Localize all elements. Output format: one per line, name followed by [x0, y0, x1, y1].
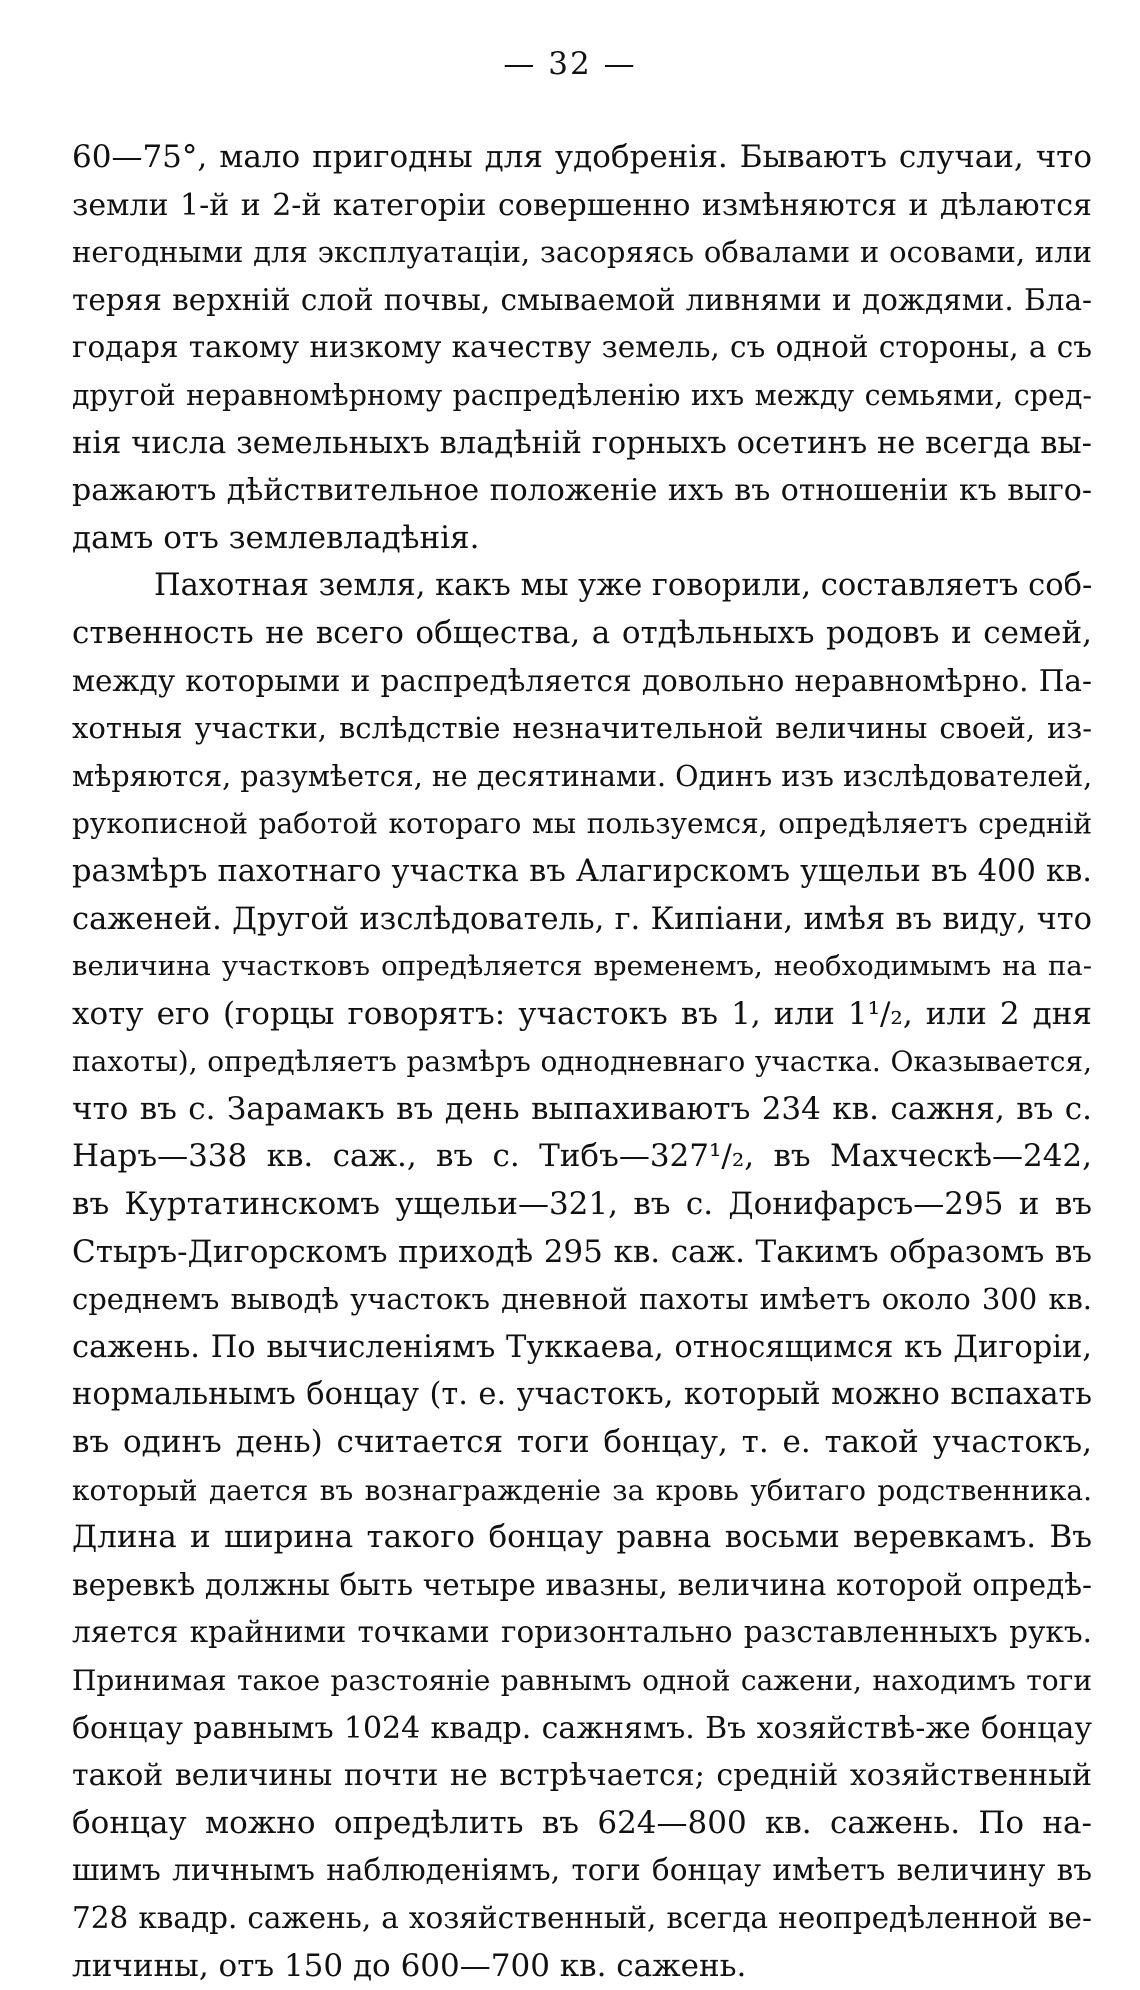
- paragraph-1: [72, 134, 1092, 562]
- text-line: Пахотная земля, какъ мы уже говорили, составляетъ соб-: [154, 568, 1093, 604]
- text-line: среднемъ выводѣ участокъ дневной пахоты имѣетъ около 300 кв.: [72, 1282, 1092, 1317]
- text-line: шимъ личнымъ наблюденіямъ, тоги бонцау имѣетъ величину въ: [72, 1853, 1092, 1888]
- text-line: размѣръ пахотнаго участка въ Алагирскомъ ущельи въ 400 кв.: [72, 853, 1092, 889]
- text-line: величина участковъ опредѣляется временемъ, необходимымъ на па-: [72, 950, 1092, 983]
- text-line: рукописной работой котораго мы пользуемся, опредѣляетъ средній: [72, 807, 1092, 841]
- text-line: Наръ—338 кв. саж., въ с. Тибъ—327¹/₂, въ Махческѣ—242,: [72, 1138, 1092, 1175]
- text-line: пахоты), опредѣляетъ размѣръ однодневнаго участка. Оказывается,: [72, 1045, 1092, 1079]
- text-line: ляется крайними точками горизонтально разставленныхъ рукъ.: [72, 1615, 1092, 1650]
- text-line: между которыми и распредѣляется довольно неравномѣрно. Па-: [72, 663, 1092, 698]
- text-line: въ одинъ день) считается тоги бонцау, т. е. такой участокъ,: [72, 1424, 1092, 1461]
- text-line: 728 квадр. сажень, а хозяйственный, всегда неопредѣленной ве-: [72, 1900, 1092, 1935]
- text-line: 60—75°, мало пригодны для удобренія. Бываютъ случаи, что: [72, 139, 1092, 175]
- text-line: теряя верхній слой почвы, смываемой ливнями и дождями. Бла-: [72, 282, 1092, 317]
- text-line: такой величины почти не встрѣчается; средній хозяйственный: [72, 1758, 1092, 1794]
- paragraph-2: [72, 562, 1092, 1990]
- text-line: дамъ отъ землевладѣнія.: [72, 519, 480, 556]
- text-line: сажень. По вычисленіямъ Туккаева, относящимся къ Дигоріи,: [72, 1329, 1092, 1365]
- text-line: Принимая такое разстояніе равнымъ одной сажени, находимъ тоги: [72, 1664, 1092, 1697]
- text-line: другой неравномѣрному распредѣленію ихъ между семьями, сред-: [72, 378, 1092, 412]
- text-line: ражаютъ дѣйствительное положеніе ихъ въ отношеніи къ выго-: [72, 473, 1092, 509]
- text-line: земли 1-й и 2-й категоріи совершенно измѣняются и дѣлаются: [72, 187, 1092, 223]
- text-line: который дается въ вознагражденіе за кровь убитаго родственника.: [72, 1473, 1092, 1507]
- text-line: ственность не всего общества, а отдѣльныхъ родовъ и семей,: [72, 614, 1092, 651]
- text-line: Длина и ширина такого бонцау равна восьми веревкамъ. Въ: [72, 1519, 1092, 1556]
- text-line: годаря такому низкому качеству земель, съ одной стороны, а съ: [72, 330, 1092, 365]
- text-line: хоту его (горцы говорятъ: участокъ въ 1, или 1¹/₂, или 2 дня: [72, 995, 1092, 1032]
- text-line: негодными для эксплуатаціи, засоряясь обвалами и осовами, или: [72, 235, 1092, 270]
- text-line: нія числа земельныхъ владѣній горныхъ осетинъ не всегда вы-: [72, 425, 1092, 461]
- text-line: саженей. Другой изслѣдователь, г. Кипіани, имѣя въ виду, что: [72, 901, 1092, 937]
- text-line: нормальнымъ бонцау (т. е. участокъ, который можно вспахать: [72, 1377, 1092, 1413]
- text-line: бонцау равнымъ 1024 квадр. сажнямъ. Въ хозяйствѣ-же бонцау: [72, 1710, 1092, 1746]
- text-line: хотныя участки, вслѣдствіе незначительной величины своей, из-: [72, 711, 1092, 746]
- text-line: веревкѣ должны быть четыре ивазны, величина которой опредѣ-: [72, 1567, 1092, 1602]
- text-line: мѣряются, разумѣется, не десятинами. Одинъ изъ изслѣдователей,: [72, 759, 1093, 793]
- text-line: бонцау можно опредѣлить въ 624—800 кв. сажень. По на-: [72, 1804, 1092, 1841]
- text-line: что въ с. Зарамакъ въ день выпахиваютъ 234 кв. сажня, въ с.: [72, 1090, 1092, 1127]
- body-text: [72, 134, 1092, 1990]
- page-number: — 32 —: [503, 46, 637, 82]
- text-line: личины, отъ 150 до 600—700 кв. сажень.: [72, 1947, 747, 1984]
- text-line: въ Куртатинскомъ ущельи—321, въ с. Донифарсъ—295 и въ: [72, 1186, 1092, 1223]
- text-line: Стыръ-Дигорскомъ приходѣ 295 кв. саж. Такимъ образомъ въ: [72, 1233, 1092, 1270]
